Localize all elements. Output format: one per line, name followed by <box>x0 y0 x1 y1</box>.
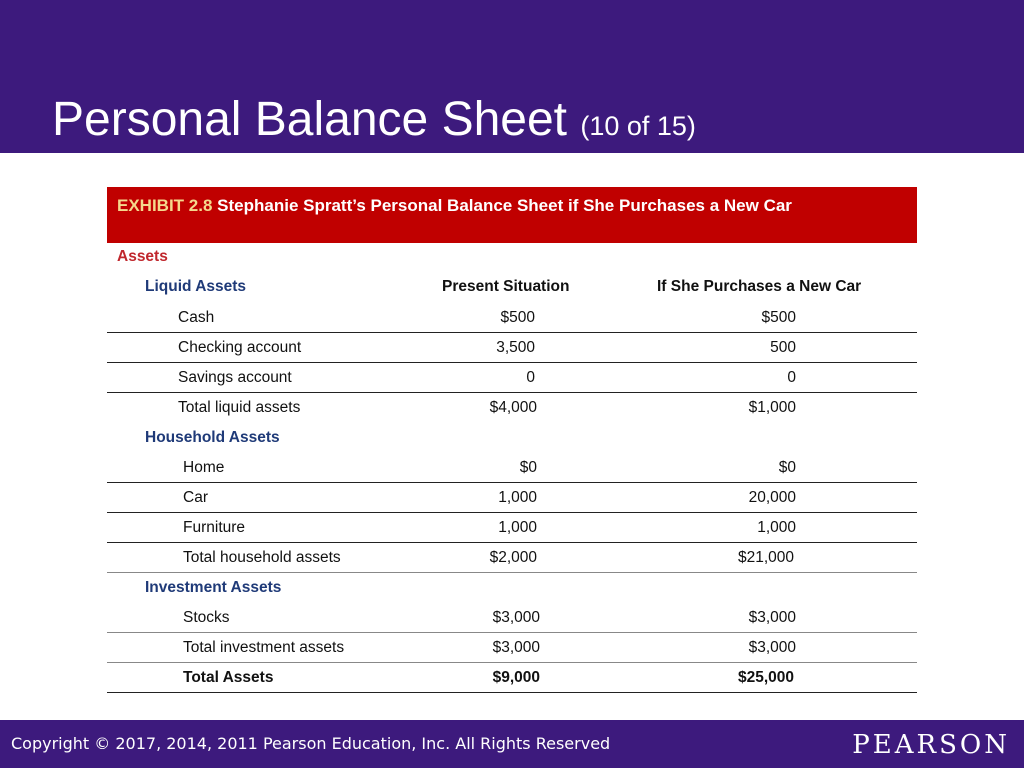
new-car-value: $500 <box>761 309 796 326</box>
row-label: Total investment assets <box>183 639 345 656</box>
new-car-value: 1,000 <box>757 519 796 536</box>
liquid-header-row <box>107 272 917 303</box>
new-car-value: $0 <box>778 459 796 476</box>
total-new-car-value: $25,000 <box>737 669 794 686</box>
investment-assets-label: Investment Assets <box>145 579 282 596</box>
new-car-value: $3,000 <box>748 639 796 656</box>
row-label: Car <box>183 489 208 506</box>
col-new-car-header: If She Purchases a New Car <box>657 278 862 295</box>
slide-title-text: Personal Balance Sheet <box>52 93 568 146</box>
slide-title <box>52 92 696 147</box>
present-value: $0 <box>519 459 537 476</box>
household-header-row <box>107 423 917 453</box>
row-label: Total liquid assets <box>178 399 301 416</box>
present-value: 0 <box>526 369 535 386</box>
pearson-logo: PEARSON <box>852 730 1010 760</box>
row-label: Cash <box>178 309 215 326</box>
new-car-value: 500 <box>770 339 796 356</box>
total-assets-row <box>107 663 917 693</box>
table-row <box>107 363 917 393</box>
table-row <box>107 303 917 333</box>
table-row <box>107 513 917 543</box>
exhibit-title: Stephanie Spratt’s Personal Balance Sheet if She Purchases a New Car <box>217 196 792 215</box>
total-present-value: $9,000 <box>492 669 540 686</box>
copyright-text: Copyright © 2017, 2014, 2011 Pearson Education, Inc. All Rights Reserved <box>11 734 611 753</box>
new-car-value: 20,000 <box>748 489 796 506</box>
assets-section-label: Assets <box>117 248 168 265</box>
exhibit-tag: EXHIBIT 2.8 <box>117 196 213 215</box>
row-label: Stocks <box>183 609 230 626</box>
row-label: Total household assets <box>183 549 341 566</box>
present-value: $4,000 <box>489 399 537 416</box>
table-row <box>107 453 917 483</box>
header-bar <box>0 0 1024 153</box>
present-value: 1,000 <box>498 489 537 506</box>
footer-bar <box>0 720 1024 768</box>
slide-subtitle: (10 of 15) <box>580 111 696 141</box>
new-car-value: 0 <box>787 369 796 386</box>
exhibit-caption <box>107 187 917 243</box>
table-row <box>107 603 917 633</box>
table-row <box>107 483 917 513</box>
liquid-assets-label: Liquid Assets <box>145 278 247 295</box>
present-value: 3,500 <box>496 339 535 356</box>
present-value: $3,000 <box>492 609 540 626</box>
present-value: 1,000 <box>498 519 537 536</box>
new-car-value: $3,000 <box>748 609 796 626</box>
present-value: $500 <box>500 309 535 326</box>
row-label: Furniture <box>183 519 246 536</box>
col-present-header: Present Situation <box>442 278 570 295</box>
table-row <box>107 333 917 363</box>
present-value: $2,000 <box>489 549 537 566</box>
table-row <box>107 393 917 423</box>
row-label: Savings account <box>178 369 292 386</box>
balance-sheet-table <box>107 187 917 693</box>
total-assets-label: Total Assets <box>183 669 274 686</box>
investment-header-row <box>107 573 917 603</box>
row-label: Home <box>183 459 225 476</box>
row-label: Checking account <box>178 339 302 356</box>
new-car-value: $21,000 <box>737 549 794 566</box>
table-row <box>107 633 917 663</box>
table-row <box>107 543 917 573</box>
present-value: $3,000 <box>492 639 540 656</box>
assets-section-row <box>107 243 917 272</box>
household-assets-label: Household Assets <box>145 429 280 446</box>
new-car-value: $1,000 <box>748 399 796 416</box>
